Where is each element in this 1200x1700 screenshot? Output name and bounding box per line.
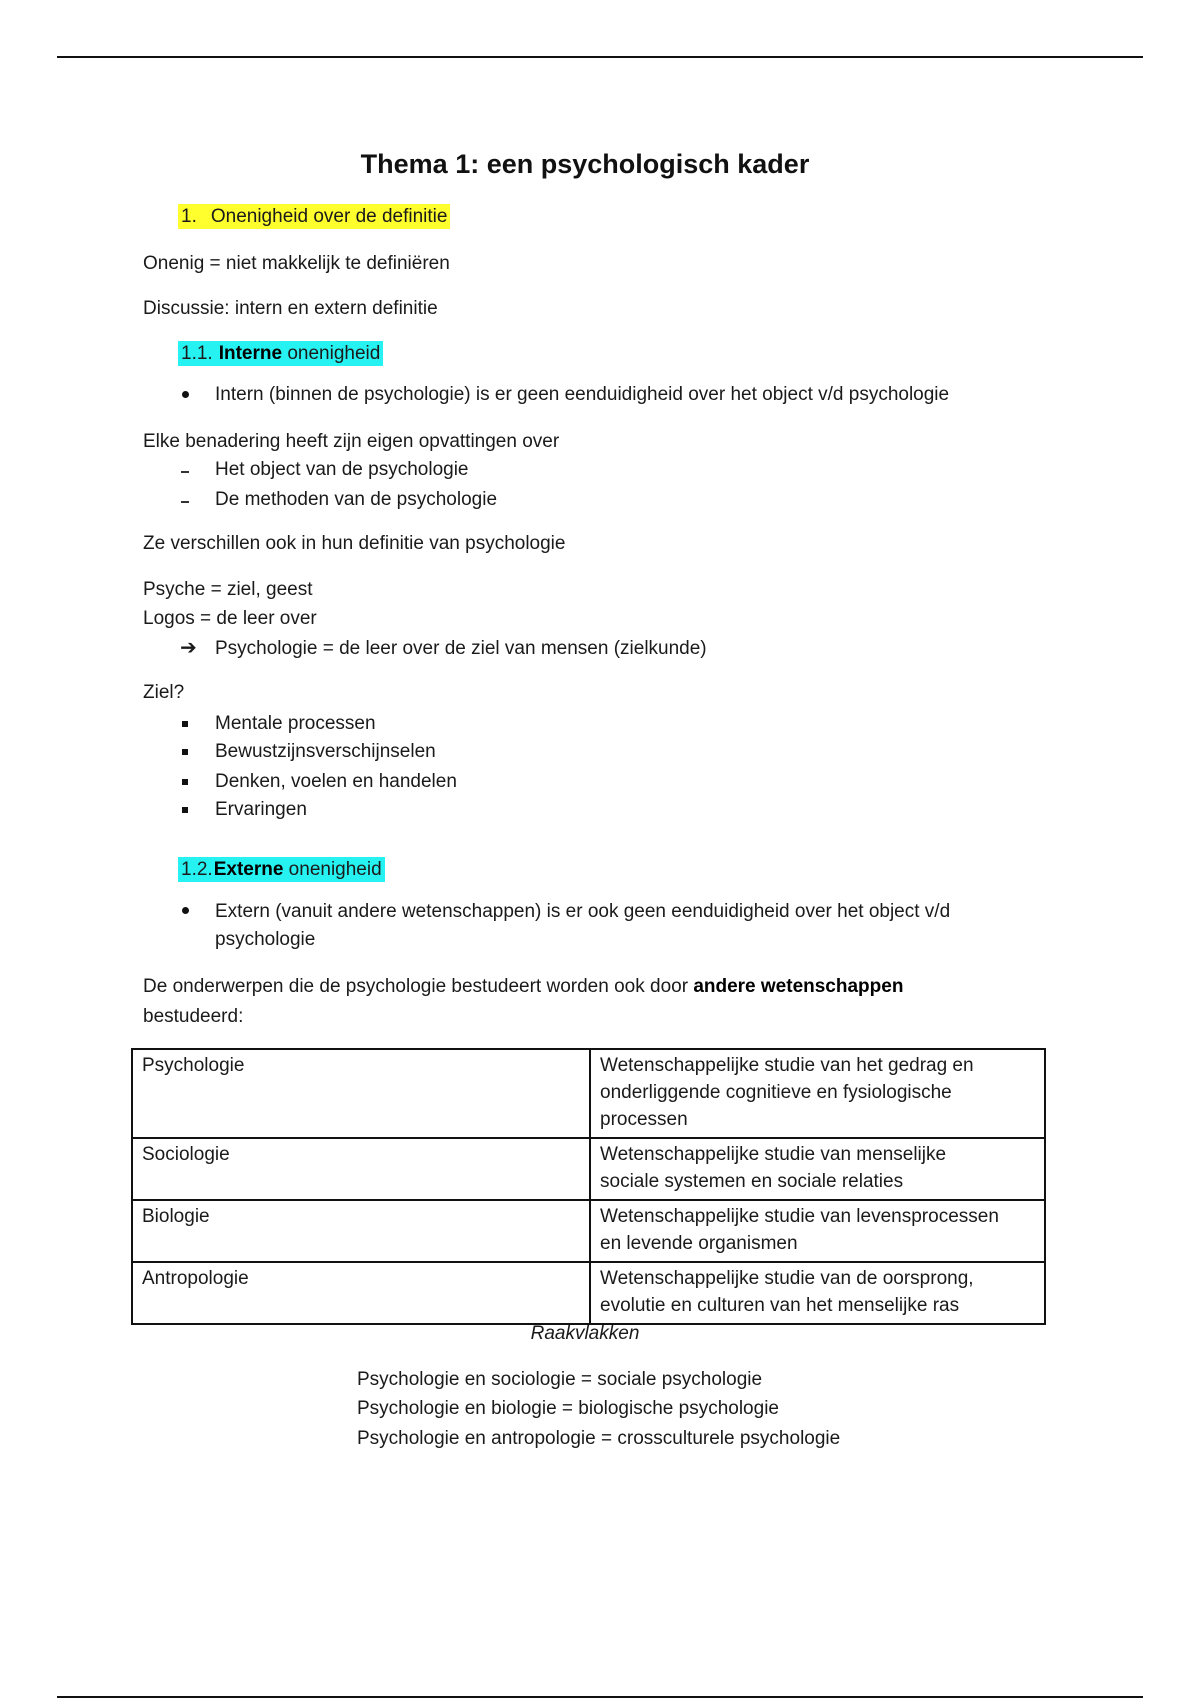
- header-rule: [57, 56, 1143, 58]
- paragraph-onderwerpen-text: De onderwerpen die de psychologie bestudeert worden ook door: [143, 976, 694, 997]
- dash-icon: [181, 501, 189, 503]
- table-row: [132, 1049, 1045, 1138]
- square-bullet-icon: [182, 779, 188, 785]
- description-line: en levende organismen: [600, 1233, 798, 1254]
- square-bullet-icon: [182, 807, 188, 813]
- sciences-table: [131, 1048, 1046, 1325]
- paragraph-psyche: Psyche = ziel, geest: [143, 579, 313, 600]
- table-row: [132, 1200, 1045, 1262]
- table-row: [132, 1138, 1045, 1200]
- description-line: Wetenschappelijke studie van menselijke: [600, 1144, 947, 1165]
- table-cell-field: Biologie: [132, 1200, 590, 1262]
- table-cell-description: [590, 1200, 1045, 1262]
- description-line: Wetenschappelijke studie van het gedrag en: [600, 1055, 974, 1076]
- raakvlak-item: Psychologie en sociologie = sociale psychologie: [357, 1369, 763, 1390]
- square-bullet-icon: [182, 749, 188, 755]
- paragraph-ziel: Ziel?: [143, 682, 185, 703]
- paragraph-onenig: Onenig = niet makkelijk te definiëren: [143, 253, 450, 274]
- dash-item: Het object van de psychologie: [215, 459, 469, 480]
- square-item: Ervaringen: [215, 799, 307, 820]
- paragraph-elke: Elke benadering heeft zijn eigen opvattingen over: [143, 431, 560, 452]
- section-1-number: 1.: [181, 206, 197, 227]
- description-line: sociale systemen en sociale relaties: [600, 1171, 904, 1192]
- footer-rule: [57, 1696, 1143, 1698]
- square-item: Mentale processen: [215, 713, 376, 734]
- section-1-2-bold: Externe: [213, 859, 284, 880]
- description-line: Wetenschappelijke studie van de oorsprong,: [600, 1268, 974, 1289]
- section-1-1-rest: onenigheid: [282, 343, 381, 364]
- table-cell-field: Sociologie: [132, 1138, 590, 1200]
- section-1-heading: [178, 203, 450, 231]
- page-title: Thema 1: een psychologisch kader: [360, 149, 810, 179]
- bullet-extern-line2: psychologie: [215, 929, 316, 950]
- table-row: [132, 1262, 1045, 1324]
- raakvlak-item: Psychologie en antropologie = crossculturele psychologie: [357, 1428, 841, 1449]
- paragraph-discussie: Discussie: intern en extern definitie: [143, 298, 438, 319]
- paragraph-onderwerpen-line2: bestudeerd:: [143, 1006, 244, 1027]
- section-1-1-bold: Interne: [218, 343, 283, 364]
- description-line: onderliggende cognitieve en fysiologische: [600, 1082, 952, 1103]
- square-bullet-icon: [182, 721, 188, 727]
- table-cell-field: Psychologie: [132, 1049, 590, 1138]
- table-cell-description: [590, 1262, 1045, 1324]
- description-line: processen: [600, 1109, 688, 1130]
- table-cell-description: [590, 1138, 1045, 1200]
- raakvlakken-title: Raakvlakken: [530, 1323, 640, 1344]
- arrow-text: Psychologie = de leer over de ziel van mensen (zielkunde): [215, 638, 707, 659]
- dash-icon: [181, 471, 189, 473]
- raakvlak-item: Psychologie en biologie = biologische psychologie: [357, 1398, 779, 1419]
- square-item: Denken, voelen en handelen: [215, 771, 457, 792]
- bullet-extern-line1: Extern (vanuit andere wetenschappen) is er ook geen eenduidigheid over het object v/d: [215, 901, 951, 922]
- paragraph-onderwerpen-bold: andere wetenschappen: [693, 976, 904, 997]
- dash-item: De methoden van de psychologie: [215, 489, 498, 510]
- paragraph-onderwerpen: [143, 973, 903, 1001]
- section-1-2-heading: [178, 856, 385, 884]
- bullet-dot-icon: [182, 907, 189, 914]
- section-1-2-number: 1.2.: [181, 859, 213, 880]
- bullet-intern-text: Intern (binnen de psychologie) is er geen eenduidigheid over het object v/d psychologie: [215, 384, 950, 405]
- paragraph-verschillen: Ze verschillen ook in hun definitie van psychologie: [143, 533, 566, 554]
- paragraph-logos: Logos = de leer over: [143, 608, 317, 629]
- table-cell-description: [590, 1049, 1045, 1138]
- description-line: evolutie en culturen van het menselijke ras: [600, 1295, 960, 1316]
- section-1-2-rest: onenigheid: [283, 859, 382, 880]
- section-1-1-heading: [178, 340, 383, 368]
- bullet-dot-icon: [182, 391, 189, 398]
- arrow-right-icon: ➔: [180, 637, 197, 659]
- table-cell-field: Antropologie: [132, 1262, 590, 1324]
- square-item: Bewustzijnsverschijnselen: [215, 741, 436, 762]
- section-1-label: Onenigheid over de definitie: [210, 206, 448, 227]
- section-1-1-number: 1.1.: [181, 343, 213, 364]
- description-line: Wetenschappelijke studie van levensprocessen: [600, 1206, 999, 1227]
